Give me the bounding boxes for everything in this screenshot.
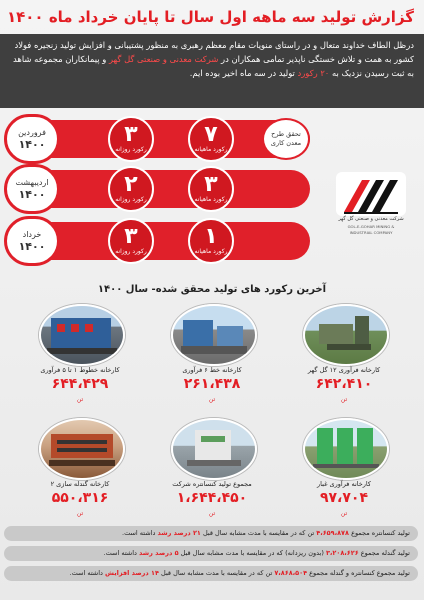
factory-icon [173,306,255,364]
record-card [20,418,140,528]
daily-records [108,218,154,264]
record-card [20,304,140,414]
monthly-record-count: ۱ [204,224,218,249]
intro-record-count: ۲۰ رکورد [297,68,330,78]
plant-record-value: ۲۶۱،۴۳۸ [183,376,241,392]
month-label [4,216,60,266]
month-row-khordad [10,216,318,266]
summary-pellet [4,546,418,561]
daily-record-count: ۳ [124,122,138,147]
company-name-en: GOL-E-GOHAR MINING & INDUSTRIAL COMPANY [347,224,395,235]
summary-text: (بدون ریزدانه) که در مقایسه با مدت مشابه سال قبل [178,549,326,557]
record-card [284,418,404,528]
company-logo-mark-icon [336,172,406,216]
month-name: فروردین [18,127,46,137]
monthly-records [188,218,234,264]
intro-paragraph [0,34,424,108]
intro-company: شرکت معدنی و صنعتی گل گهر [108,54,219,64]
factory-icon [41,420,123,478]
summary-percent: ۱۴ درصد افزایش [105,569,159,577]
factory-icon [305,306,387,364]
month-year: ۱۴۰۰ [18,137,46,151]
summary-percent: ۲۱ درصد رشد [157,529,201,537]
month-row-farvardin [10,114,318,164]
record-card [152,304,272,414]
month-name: اردیبهشت [15,177,49,187]
company-logo [336,172,406,236]
plant-record-value: ۶۴۴،۴۲۹ [51,376,109,392]
summary-value: ۴،۶۵۹،۸۷۸ [316,529,349,537]
plant-name: کارخانه خط ۶ فرآوری [182,366,242,374]
intro-text-1: درظل الطاف خداوند متعال و در راستای منویات مقام معظم رهبری به منظور پشتیبانی و افزایش تولید زنجیره فولاد کشور به همت و تلاش خستگی ناپذیر تمامی همکاران در [14,40,414,64]
plant-record-unit: تن [340,510,348,517]
summary-text: داشته است. [69,569,105,577]
plant-record-unit: تن [76,396,84,403]
plant-photo [39,304,125,366]
page-title: گزارش تولید سه ماهه اول سال تا پایان خرداد ماه ۱۴۰۰ [6,8,414,26]
plant-photo [303,418,389,480]
factory-icon [305,420,387,478]
monthly-records [188,116,234,162]
daily-record-label: رکورد روزانه [115,248,147,255]
month-label [4,114,60,164]
month-name: خرداد [22,229,42,239]
daily-record-label: رکورد روزانه [115,146,147,153]
summary-text: تن که در مقایسه با مدت مشابه سال قبل [200,529,317,537]
summary-text: داشته است. [122,529,158,537]
factory-icon [41,306,123,364]
plant-photo [39,418,125,480]
monthly-record-label: رکورد ماهیانه [194,146,228,153]
summary-value: ۷،۸۶۸،۵۰۴ [274,569,308,577]
plant-photo [171,304,257,366]
plant-record-unit: تن [208,510,216,517]
summary-concentrate [4,526,418,541]
plant-record-unit: تن [76,510,84,517]
plant-record-unit: تن [208,396,216,403]
summary-text: تولید گندله مجموع [358,549,410,557]
month-row-ordibehesht [10,164,318,214]
plant-name: کارخانه گندله سازی ۲ [50,480,110,488]
month-year: ۱۴۰۰ [18,239,46,253]
factory-icon [173,420,255,478]
monthly-record-label: رکورد ماهیانه [194,248,228,255]
intro-text-3: تولید در سه ماه اخیر بوده ایم. [189,68,298,78]
monthly-record-count: ۳ [204,172,218,197]
monthly-record-count: ۷ [204,122,218,147]
plant-name: کارخانه خطوط ۱ تا ۵ فرآوری [40,366,120,374]
month-year: ۱۴۰۰ [18,187,46,201]
summary-text: تولید مجموع کنسانتره و گندله مجموع [307,569,410,577]
summary-text: تن که در مقایسه با مدت مشابه سال قبل [158,569,275,577]
plant-photo [171,418,257,480]
daily-record-label: رکورد روزانه [115,196,147,203]
plant-name: مجموع تولید کنسانتره شرکت [172,480,252,488]
records-title: آخرین رکورد های تولید محقق شده- سال ۱۴۰۰ [97,284,327,295]
plant-record-value: ۵۵۰،۳۱۶ [51,490,109,506]
intro-text-2: و پیمانکاران مجموعه شاهد به ثبت رسیدن نزدیک به [13,54,414,78]
plant-name: کارخانه فرآوری غبار [317,480,371,488]
daily-record-count: ۳ [124,224,138,249]
plant-record-value: ۱،۶۴۴،۴۵۰ [176,490,248,506]
summary-percent: ۵ درصد رشد [139,549,179,557]
plant-photo [303,304,389,366]
summary-total [4,566,418,581]
daily-record-count: ۲ [124,172,138,197]
plant-record-unit: تن [340,396,348,403]
company-name: شرکت معدنی و صنعتی گل گهر [338,216,404,222]
monthly-record-label: رکورد ماهیانه [194,196,228,203]
daily-records [108,116,154,162]
plant-record-value: ۶۴۲،۴۱۰ [315,376,373,392]
plant-record-value: ۹۷،۷۰۴ [319,490,369,506]
summary-text: تولید کنسانتره مجموع [349,529,410,537]
month-label [4,164,60,214]
summary-text: داشته است. [103,549,140,557]
monthly-records [188,166,234,212]
summary-value: ۳،۲۰۸،۶۲۶ [325,549,359,557]
record-card [284,304,404,414]
plant-name: کارخانه فرآوری ۱۲ گل گهر [307,366,381,374]
mining-plan-tag: تحقق طرح معدن کاری [262,118,310,160]
record-card [152,418,272,528]
daily-records [108,166,154,212]
